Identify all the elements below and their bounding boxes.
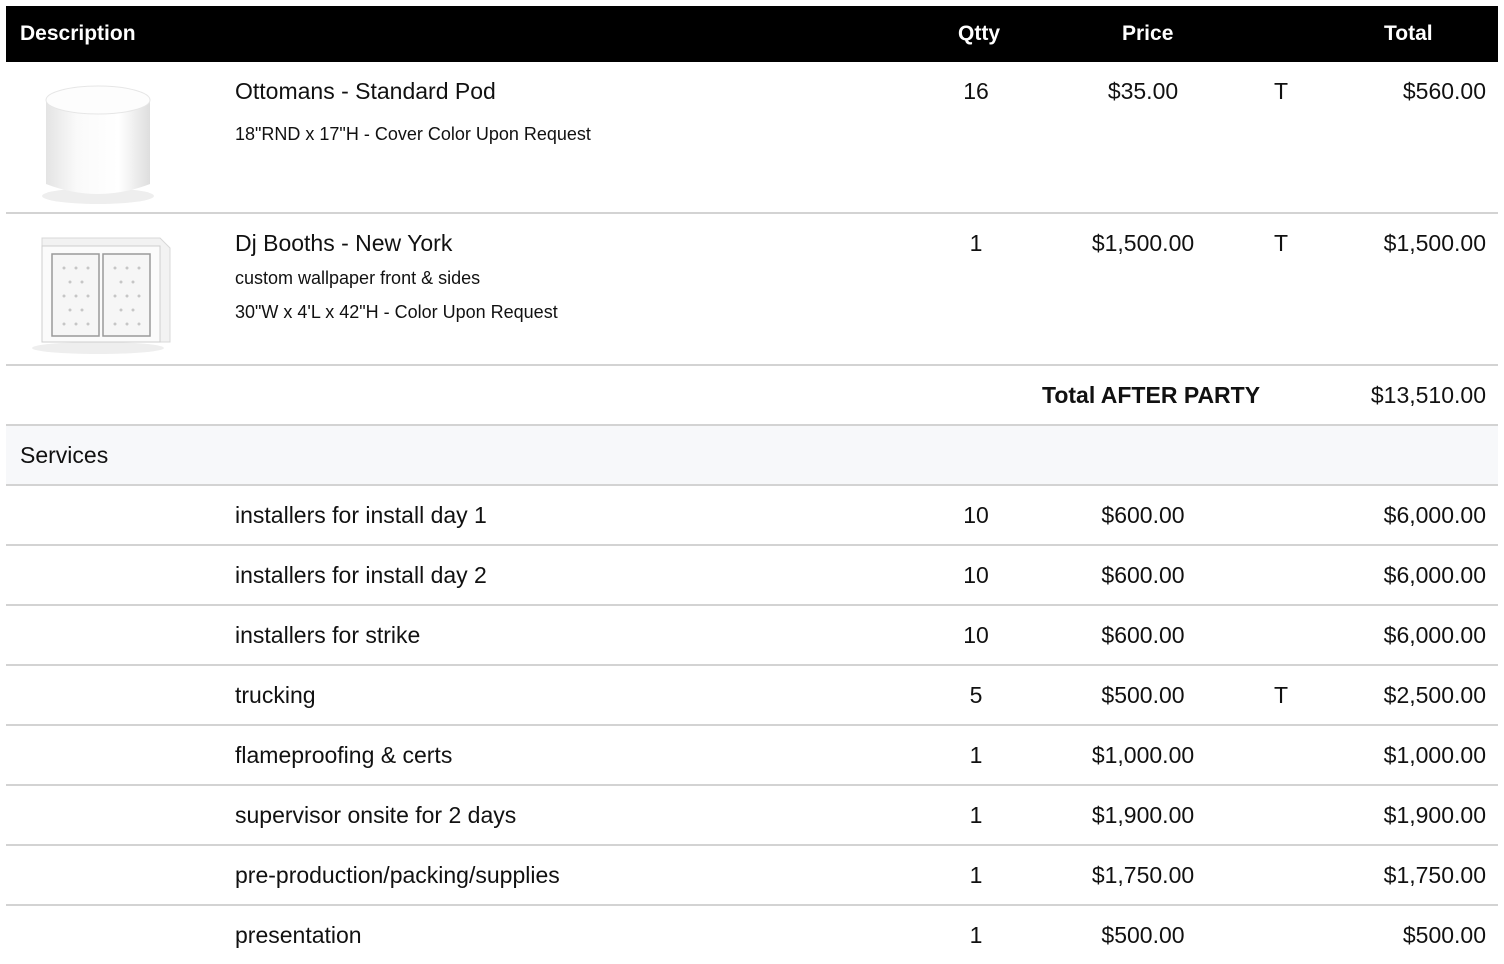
table-row <box>6 666 1498 726</box>
service-price: $600.00 <box>1101 562 1185 588</box>
service-total: $1,750.00 <box>1383 862 1486 888</box>
subtotal-value: $13,510.00 <box>1370 382 1486 408</box>
service-price: $500.00 <box>1101 922 1185 948</box>
item-total: $560.00 <box>1402 78 1486 104</box>
header-total: Total <box>1384 22 1433 45</box>
service-total: $6,000.00 <box>1383 502 1486 528</box>
service-name: installers for strike <box>235 622 421 648</box>
service-qty: 1 <box>969 742 983 768</box>
service-total: $2,500.00 <box>1383 682 1486 708</box>
table-row <box>6 214 1498 366</box>
service-name: trucking <box>235 682 316 708</box>
header-qty: Qtty <box>958 22 1000 45</box>
table-row <box>6 606 1498 666</box>
item-detail: 18"RND x 17"H - Cover Color Upon Request <box>235 124 591 144</box>
header-description: Description <box>20 22 136 45</box>
item-detail: custom wallpaper front & sides <box>235 268 481 288</box>
service-name: installers for install day 2 <box>235 562 487 588</box>
service-name: supervisor onsite for 2 days <box>235 802 517 828</box>
service-qty: 5 <box>969 682 983 708</box>
service-qty: 1 <box>969 862 983 888</box>
service-qty: 10 <box>963 562 989 588</box>
service-qty: 10 <box>963 622 989 648</box>
table-row <box>6 846 1498 906</box>
table-row <box>6 546 1498 606</box>
service-tax-flag: T <box>1273 682 1289 708</box>
item-price: $1,500.00 <box>1091 230 1195 256</box>
table-row <box>6 726 1498 786</box>
section-header <box>6 426 1498 486</box>
item-price: $35.00 <box>1107 78 1179 104</box>
item-name: Dj Booths - New York <box>235 230 453 256</box>
dj-booth-image <box>18 226 178 356</box>
service-price: $500.00 <box>1101 682 1185 708</box>
service-total: $500.00 <box>1402 922 1486 948</box>
service-price: $1,000.00 <box>1091 742 1195 768</box>
item-total: $1,500.00 <box>1383 230 1486 256</box>
item-qty: 1 <box>969 230 983 256</box>
subtotal-label: Total AFTER PARTY <box>1042 382 1261 408</box>
section-title: Services <box>20 442 109 468</box>
service-name: flameproofing & certs <box>235 742 453 768</box>
service-qty: 10 <box>963 502 989 528</box>
ottoman-image <box>18 72 178 208</box>
item-name: Ottomans - Standard Pod <box>235 78 496 104</box>
service-price: $1,750.00 <box>1091 862 1195 888</box>
table-header <box>6 6 1498 62</box>
table-row <box>6 906 1498 964</box>
service-price: $600.00 <box>1101 502 1185 528</box>
table-row <box>6 62 1498 214</box>
quote-line-items-table <box>6 6 1498 964</box>
table-row <box>6 486 1498 546</box>
service-total: $6,000.00 <box>1383 562 1486 588</box>
service-price: $1,900.00 <box>1091 802 1195 828</box>
service-qty: 1 <box>969 802 983 828</box>
service-name: pre-production/packing/supplies <box>235 862 560 888</box>
item-tax-flag: T <box>1273 78 1289 104</box>
item-qty: 16 <box>963 78 989 104</box>
subtotal-row <box>6 366 1498 426</box>
service-name: presentation <box>235 922 362 948</box>
service-total: $6,000.00 <box>1383 622 1486 648</box>
service-name: installers for install day 1 <box>235 502 487 528</box>
item-tax-flag: T <box>1273 230 1289 256</box>
item-detail: 30"W x 4'L x 42"H - Color Upon Request <box>235 302 558 322</box>
service-total: $1,000.00 <box>1383 742 1486 768</box>
table-row <box>6 786 1498 846</box>
service-total: $1,900.00 <box>1383 802 1486 828</box>
header-price: Price <box>1122 22 1174 45</box>
service-price: $600.00 <box>1101 622 1185 648</box>
service-qty: 1 <box>969 922 983 948</box>
